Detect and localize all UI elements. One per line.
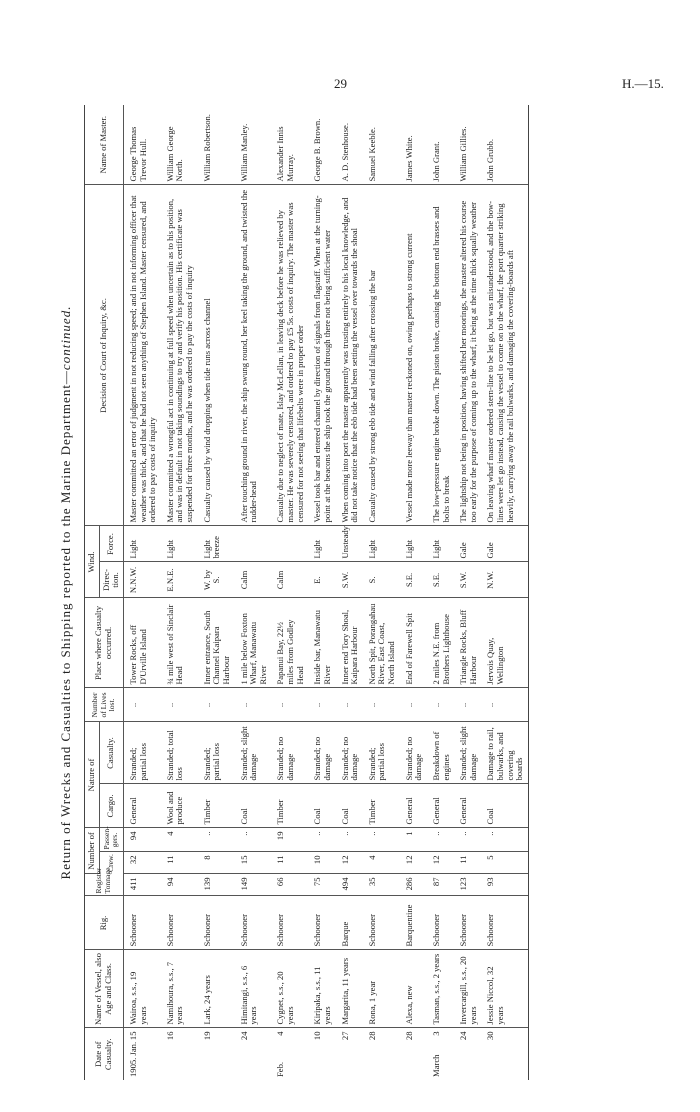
header-wind-direction: Direc-tion. xyxy=(99,562,123,598)
cell-vessel-name: Alexa, new xyxy=(400,950,427,1028)
cell-passengers: .. xyxy=(363,828,400,852)
cell-tonnage: 66 xyxy=(271,874,308,896)
cell-casualty: Stranded; no damage xyxy=(308,722,335,784)
table-row xyxy=(454,105,481,1080)
cell-master-name: A. D. Stenhouse. xyxy=(336,105,363,185)
table-row xyxy=(336,105,363,1080)
cell-date-month xyxy=(161,1028,198,1080)
cell-wind-force: Unsteady xyxy=(336,526,363,562)
cell-lives-lost: .. xyxy=(336,688,363,722)
cell-cargo: Timber xyxy=(198,784,235,828)
cell-place: 2 miles N.E. from Brothers Lighthouse xyxy=(427,598,454,688)
cell-lives-lost: .. xyxy=(271,688,308,722)
table-row xyxy=(400,105,427,1080)
cell-wind-direction: W. by S. xyxy=(198,562,235,598)
cell-place: Tower Rocks, off D'Urville Island xyxy=(123,598,160,688)
cell-tonnage: 149 xyxy=(235,874,272,896)
cell-cargo: Coal xyxy=(481,784,528,828)
cell-passengers: 19 xyxy=(271,828,308,852)
cell-cargo: Timber xyxy=(271,784,308,828)
cell-wind-force: Light xyxy=(363,526,400,562)
cell-master-name: John Grubb. xyxy=(481,105,528,185)
cell-decision: Casualty due to neglect of mate, Islay McLellan, in leaving deck before he was relieved by master. He was severely censured, and ordered to pay £5 5s. costs of inquiry. The master was censured for not seeing that lifebelts were in proper order xyxy=(271,185,308,526)
cell-vessel-name: Rona, 1 year xyxy=(363,950,400,1028)
cell-master-name: William Manley. xyxy=(235,105,272,185)
header-casualty: Casualty. xyxy=(99,722,123,784)
cell-day: 24 xyxy=(458,1031,469,1041)
cell-vessel-name: Jessie Niccol, 32 years xyxy=(481,950,528,1028)
cell-master-name: William Gillies. xyxy=(454,105,481,185)
cell-vessel-name: Cygnet, s.s., 20 years xyxy=(271,950,308,1028)
header-nature-of: Nature of xyxy=(85,722,100,828)
cell-rig: Schooner xyxy=(198,896,235,950)
cell-day: 28 xyxy=(366,1031,377,1041)
cell-date-month xyxy=(308,1028,335,1080)
cell-lives-lost: .. xyxy=(427,688,454,722)
cell-decision: Vessel took bar and entered channel by direction of signals from flagstaff. When at the turning-point at the beacons the ship took the ground through there not being sufficient water xyxy=(308,185,335,526)
cell-vessel-name: Tasman, s.s., 2 years xyxy=(427,950,454,1028)
cell-decision: After touching ground in river, the ship swung round, her keel taking the ground, and twisted the rudder-head xyxy=(235,185,272,526)
cell-date-month xyxy=(123,1028,160,1080)
cell-tonnage: 94 xyxy=(161,874,198,896)
cell-crew: 10 xyxy=(308,852,335,874)
cell-lives-lost: .. xyxy=(308,688,335,722)
cell-decision: Master committed an error of judgment in not reducing speed; and in not informing officer that weather was thick, and that he had not seen anything of Stephen Island. Master censured, and ordered to pay costs of inquiry xyxy=(123,185,160,526)
cell-master-name: James White. xyxy=(400,105,427,185)
cell-wind-direction: E. xyxy=(308,562,335,598)
cell-wind-direction: S.W. xyxy=(454,562,481,598)
cell-lives-lost: .. xyxy=(123,688,160,722)
cell-casualty: Stranded; partial loss xyxy=(123,722,160,784)
cell-decision: Master committed a wrongful act in continuing at full speed when uncertain as to his position, and was in default in not taking soundings to try and verify his position. His certificate was suspended for three months, and he was ordered to pay the costs of inquiry xyxy=(161,185,198,526)
cell-rig: Schooner xyxy=(271,896,308,950)
header-number-of: Number of xyxy=(85,828,100,874)
cell-wind-direction: S.E. xyxy=(427,562,454,598)
header-passengers: Passen-gers. xyxy=(99,828,123,852)
cell-tonnage: 139 xyxy=(198,874,235,896)
cell-tonnage: 286 xyxy=(400,874,427,896)
cell-wind-direction: E.N.E. xyxy=(161,562,198,598)
cell-vessel-name: Margarita, 11 years xyxy=(336,950,363,1028)
cell-rig: Schooner xyxy=(308,896,335,950)
cell-place: North Spit, Porangahau River, East Coast, North Island xyxy=(363,598,400,688)
cell-date-month xyxy=(235,1028,272,1080)
cell-tonnage: 35 xyxy=(363,874,400,896)
cell-place: Inner entrance, South Channel Kaipara Harbour xyxy=(198,598,235,688)
cell-lives-lost: .. xyxy=(481,688,528,722)
cell-tonnage: 93 xyxy=(481,874,528,896)
cell-passengers: .. xyxy=(427,828,454,852)
cell-place: Jervois Quay, Wellington xyxy=(481,598,528,688)
cell-master-name: William George North. xyxy=(161,105,198,185)
header-place: Place where Casualty occurred. xyxy=(85,598,124,688)
header-wind-force: Force. xyxy=(99,526,123,562)
cell-place: ¾ mile west of Sinclair Head xyxy=(161,598,198,688)
cell-cargo: Coal xyxy=(308,784,335,828)
cell-date-month xyxy=(427,1028,454,1080)
cell-date-month xyxy=(454,1028,481,1080)
cell-casualty: Stranded; partial loss xyxy=(198,722,235,784)
cell-wind-force: Light xyxy=(400,526,427,562)
cell-decision: The low-pressure engine broke down. The piston broke, causing the bottom end brasses and bolts to break xyxy=(427,185,454,526)
cell-cargo: Coal xyxy=(336,784,363,828)
cell-wind-force: Gale xyxy=(454,526,481,562)
cell-passengers: 94 xyxy=(123,828,160,852)
cell-cargo: Timber xyxy=(363,784,400,828)
table-row xyxy=(123,105,160,1080)
cell-wind-direction: N.N.W. xyxy=(123,562,160,598)
cell-tonnage: 87 xyxy=(427,874,454,896)
cell-passengers: .. xyxy=(235,828,272,852)
table-row xyxy=(198,105,235,1080)
cell-lives-lost: .. xyxy=(161,688,198,722)
header-tonnage: Register Tonnage. xyxy=(85,874,124,896)
cell-cargo: General xyxy=(400,784,427,828)
cell-tonnage: 494 xyxy=(336,874,363,896)
wrecks-table xyxy=(84,105,529,1080)
cell-vessel-name: Wairoa, s.s., 19 years xyxy=(123,950,160,1028)
table-title xyxy=(58,105,80,1080)
cell-crew: 8 xyxy=(198,852,235,874)
cell-rig: Schooner xyxy=(123,896,160,950)
cell-cargo: General xyxy=(123,784,160,828)
table-row xyxy=(481,105,528,1080)
cell-wind-force: Light xyxy=(308,526,335,562)
page-number: 29 xyxy=(334,76,347,91)
cell-decision: Casualty caused by wind dropping when tide runs across channel xyxy=(198,185,235,526)
cell-lives-lost: .. xyxy=(235,688,272,722)
cell-rig: Schooner xyxy=(235,896,272,950)
cell-wind-force: Light xyxy=(427,526,454,562)
cell-wind-force: Gale xyxy=(481,526,528,562)
header-rig: Rig. xyxy=(85,896,124,950)
cell-day: 27 xyxy=(339,1031,350,1041)
cell-place: Papanui Bay, 22½ miles from Godley Head xyxy=(271,598,308,688)
header-master: Name of Master. xyxy=(85,105,124,185)
cell-master-name: John Grant. xyxy=(427,105,454,185)
cell-place: 1 mile below Foxton Wharf, Manawatu River xyxy=(235,598,272,688)
table-title-continued: continued. xyxy=(58,305,73,371)
cell-passengers: 4 xyxy=(161,828,198,852)
cell-passengers: .. xyxy=(198,828,235,852)
cell-day: 19 xyxy=(201,1031,212,1041)
cell-vessel-name: Lark, 24 years xyxy=(198,950,235,1028)
cell-date-month xyxy=(271,1028,308,1080)
header-crew: Crew. xyxy=(99,852,123,874)
cell-date-month xyxy=(363,1028,400,1080)
cell-place: Inner end Tory Shoal, Kaipara Harbour xyxy=(336,598,363,688)
cell-wind-direction: Calm xyxy=(271,562,308,598)
cell-casualty: Breakdown of engines xyxy=(427,722,454,784)
cell-tonnage: 411 xyxy=(123,874,160,896)
cell-date-month xyxy=(336,1028,363,1080)
cell-master-name: William Robertson. xyxy=(198,105,235,185)
cell-wind-direction: N.W. xyxy=(481,562,528,598)
cell-wind-force xyxy=(271,526,308,562)
table-row xyxy=(427,105,454,1080)
cell-day: 24 xyxy=(238,1031,249,1041)
cell-month: 1905. Jan. xyxy=(127,1041,138,1077)
cell-master-name: George B. Brown. xyxy=(308,105,335,185)
cell-decision: On leaving wharf master ordered stern-line to be let go, but was misunderstood, and the bow-lines were let go instead, causing the vessel to come on to the wharf, the port quarter striking heavily, carrying away the rail bulwarks, and damaging the covering-boards aft xyxy=(481,185,528,526)
cell-crew: 12 xyxy=(336,852,363,874)
cell-decision: The lightship not being in position, having shifted her moorings, the master altered his course too early for the purpose of coming up to the wharf, it being at the time thick squally weather xyxy=(454,185,481,526)
cell-casualty: Damage to rail, bulwarks, and covering boards xyxy=(481,722,528,784)
cell-date-month xyxy=(400,1028,427,1080)
header-decision: Decision of Court of Inquiry, &c. xyxy=(85,185,124,526)
cell-crew: 12 xyxy=(427,852,454,874)
cell-cargo: General xyxy=(427,784,454,828)
cell-casualty: Stranded; slight damage xyxy=(235,722,272,784)
cell-tonnage: 123 xyxy=(454,874,481,896)
cell-passengers: .. xyxy=(308,828,335,852)
cell-vessel-name: Kiripaka, s.s., 11 years xyxy=(308,950,335,1028)
cell-crew: 11 xyxy=(454,852,481,874)
header-cargo: Cargo. xyxy=(99,784,123,828)
cell-day: 10 xyxy=(312,1031,323,1041)
cell-rig: Schooner xyxy=(427,896,454,950)
cell-wind-force: Light xyxy=(123,526,160,562)
cell-crew: 15 xyxy=(235,852,272,874)
cell-master-name: George Thomas Trevor Hull. xyxy=(123,105,160,185)
cell-wind-force xyxy=(235,526,272,562)
cell-cargo: General xyxy=(454,784,481,828)
cell-rig: Barquentine xyxy=(400,896,427,950)
cell-crew: 4 xyxy=(363,852,400,874)
cell-day: 3 xyxy=(430,1031,441,1036)
cell-vessel-name: Himitangi, s.s., 6 years xyxy=(235,950,272,1028)
header-vessel: Name of Vessel, also Age and Class. xyxy=(85,950,124,1028)
cell-date-month xyxy=(481,1028,528,1080)
cell-lives-lost: .. xyxy=(198,688,235,722)
cell-rig: Schooner xyxy=(363,896,400,950)
cell-rig: Schooner xyxy=(454,896,481,950)
cell-crew: 11 xyxy=(271,852,308,874)
cell-casualty: Stranded; partial loss xyxy=(363,722,400,784)
cell-rig: Barque xyxy=(336,896,363,950)
cell-day: 15 xyxy=(127,1031,138,1041)
cell-day: 4 xyxy=(275,1031,286,1036)
cell-rig: Schooner xyxy=(161,896,198,950)
cell-lives-lost: .. xyxy=(400,688,427,722)
cell-day: 30 xyxy=(485,1031,496,1041)
cell-wind-force: Light xyxy=(161,526,198,562)
cell-wind-direction: S.W. xyxy=(336,562,363,598)
cell-month: Feb. xyxy=(275,1061,286,1077)
cell-passengers: .. xyxy=(481,828,528,852)
cell-cargo: Coal xyxy=(235,784,272,828)
cell-master-name: Samuel Keeble. xyxy=(363,105,400,185)
cell-wind-direction: S.E. xyxy=(400,562,427,598)
cell-casualty: Stranded; no damage xyxy=(400,722,427,784)
rotated-return-table xyxy=(58,105,658,1080)
cell-passengers: 1 xyxy=(400,828,427,852)
cell-decision: Vessel made more leeway than master reckoned on, owing perhaps to strong current xyxy=(400,185,427,526)
table-row xyxy=(308,105,335,1080)
cell-wind-direction: Calm xyxy=(235,562,272,598)
cell-tonnage: 75 xyxy=(308,874,335,896)
table-row xyxy=(363,105,400,1080)
cell-day: 28 xyxy=(403,1031,414,1041)
cell-master-name: Alexander Innis Murray. xyxy=(271,105,308,185)
cell-place: Triangle Rocks, Bluff Harbour xyxy=(454,598,481,688)
cell-crew: 11 xyxy=(161,852,198,874)
cell-cargo: Wool and produce xyxy=(161,784,198,828)
cell-rig: Schooner xyxy=(481,896,528,950)
cell-casualty: Stranded; total loss xyxy=(161,722,198,784)
cell-passengers: .. xyxy=(336,828,363,852)
cell-decision: Casualty caused by strong ebb tide and wind falling after crossing the bar xyxy=(363,185,400,526)
cell-place: Inside bar, Manawatu River xyxy=(308,598,335,688)
cell-month: March xyxy=(430,1054,441,1077)
cell-wind-direction: S. xyxy=(363,562,400,598)
header-lives: Number of Lives lost. xyxy=(85,688,124,722)
cell-date-month xyxy=(198,1028,235,1080)
cell-vessel-name: Invercargill, s.s., 20 years xyxy=(454,950,481,1028)
cell-lives-lost: .. xyxy=(454,688,481,722)
cell-passengers: .. xyxy=(454,828,481,852)
cell-lives-lost: .. xyxy=(363,688,400,722)
cell-crew: 12 xyxy=(400,852,427,874)
header-wind: Wind. xyxy=(85,526,100,598)
cell-day: 16 xyxy=(164,1031,175,1041)
cell-casualty: Stranded; no damage xyxy=(336,722,363,784)
cell-vessel-name: Namihoura, s.s., 7 years xyxy=(161,950,198,1028)
table-row xyxy=(161,105,198,1080)
page-reference: H.—15. xyxy=(622,76,664,91)
cell-casualty: Stranded; slight damage xyxy=(454,722,481,784)
cell-crew: 5 xyxy=(481,852,528,874)
cell-place: End of Farewell Spit xyxy=(400,598,427,688)
header-date: Date of Casualty. xyxy=(85,1028,124,1080)
cell-casualty: Stranded; no damage xyxy=(271,722,308,784)
cell-wind-force: Light breeze xyxy=(198,526,235,562)
cell-decision: When coming into port the master apparently was trusting entirely to his local knowledge, and did not take notice that the ebb tide had been setting the vessel over towards the shoal xyxy=(336,185,363,526)
table-row xyxy=(271,105,308,1080)
table-title-main: Return of Wrecks and Casualties to Shipping reported to the Marine Department— xyxy=(58,370,73,880)
cell-crew: 32 xyxy=(123,852,160,874)
table-row xyxy=(235,105,272,1080)
